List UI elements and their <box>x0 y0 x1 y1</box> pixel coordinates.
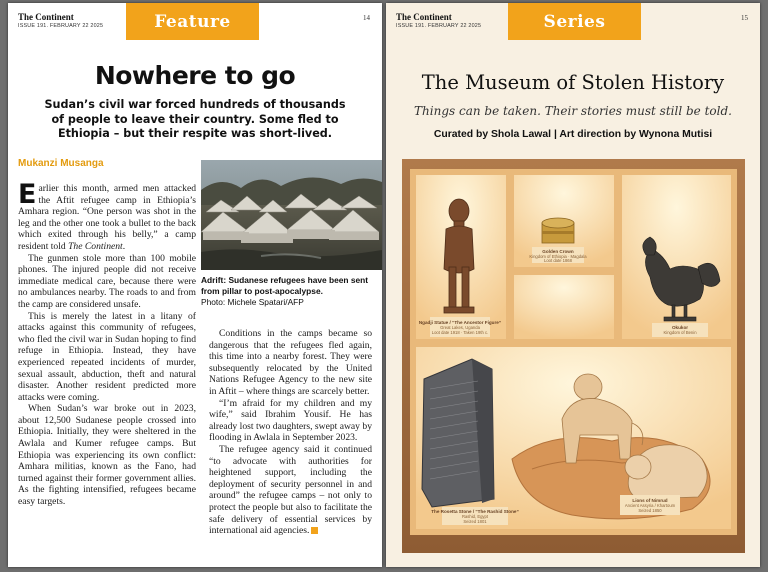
series-subtitle: Things can be taken. Their stories must still be told. <box>414 104 732 118</box>
svg-text:Loot date 1868: Loot date 1868 <box>544 258 572 263</box>
statue-placard-title: Ngadji Statue / “The Ancestor Figure” <box>418 320 502 325</box>
series-title: The Museum of Stolen History <box>421 71 725 94</box>
end-mark-icon <box>311 527 318 534</box>
photo-caption <box>201 275 379 308</box>
svg-text:Lions of Nimrud: Lions of Nimrud <box>632 498 668 503</box>
article-paragraph: The refugee agency said it continued “to advocate with authorities for heightened support, including the deployment of security personnel in and around” the refugee camps – not only to protect the people but also to facilitate the safe delivery of essential services by international aid agencies. <box>209 443 372 537</box>
article-column-2 <box>209 328 372 537</box>
article-paragraph: “I’m afraid for my children and my wife,” said Ibrahim Yousif. He has already lost two daughters, swept away by flooding in Awlala in September 2023. <box>209 397 372 444</box>
article-byline: Mukanzi Musanga <box>18 158 104 169</box>
svg-text:Kingdom of Benin: Kingdom of Benin <box>663 330 697 335</box>
svg-text:Golden Crown: Golden Crown <box>542 249 574 254</box>
svg-text:Rashid, Egypt: Rashid, Egypt <box>461 514 489 519</box>
svg-text:Loot date 1918 · Taken 19th c.: Loot date 1918 · Taken 19th c. <box>431 330 489 335</box>
rosetta-stone-icon <box>422 359 494 507</box>
article-paragraph: When Sudan’s war broke out in 2023, about 12,500 Sudanese people crossed into Ethiopia. Initially, they were sheltered in the Awlala and Kumer refugee camps. But Ethiopia was experiencing its own conflict: Amhara militias, known as the Fano, had turned against their former government allies. As the fighting intensified, refugees became easy targets. <box>18 403 196 508</box>
golden-crown-icon <box>542 218 574 243</box>
issue-line: ISSUE 191. FEBRUARY 22 2025 <box>18 23 104 29</box>
lions-placard <box>620 495 680 515</box>
article-column-1 <box>18 179 196 508</box>
section-tab-feature: Feature <box>126 3 259 40</box>
series-credits: Curated by Shola Lawal | Art direction by Wynona Mutisi <box>433 129 713 140</box>
svg-text:Kingdom of Ethiopia · Magdala: Kingdom of Ethiopia · Magdala <box>529 254 587 259</box>
svg-text:Seized 1850: Seized 1850 <box>638 508 662 513</box>
publication-name: The Continent <box>68 240 123 252</box>
right-page <box>386 3 760 567</box>
compartment-rooster <box>622 175 731 339</box>
svg-text:The Rosetta Stone / “The Rashi: The Rosetta Stone / “The Rashid Stone” <box>431 509 519 514</box>
section-tab-series: Series <box>508 3 641 40</box>
museum-cabinet-illustration <box>402 159 745 553</box>
svg-text:Seized 1801: Seized 1801 <box>463 519 487 524</box>
page-number: 14 <box>363 14 370 22</box>
issue-line: ISSUE 191. FEBRUARY 22 2025 <box>396 23 482 29</box>
stone-placard <box>431 507 519 525</box>
svg-text:Ancient Assyria / Khartoum: Ancient Assyria / Khartoum <box>624 503 676 508</box>
article-paragraph: This is merely the latest in a litany of attacks against this community of refugees, who fled the civil war in Sudan hoping to find refuge in Ethiopia. Instead, they have experienced repeated incidents of murder, sexual assault, abduction, theft and natural disaster. Another resident predicted more attacks were coming. <box>18 310 196 403</box>
drop-cap: E <box>18 179 37 210</box>
article-paragraph: Conditions in the camps became so dangerous that the refugees fled again, this time into a nearby forest. They were subsequently relocated by the United Nations Refugee Agency to the new site in Aftit – where things are scarcely better. <box>209 328 372 397</box>
photo-credit: Photo: Michele Spatari/AFP <box>201 297 304 307</box>
statue-placard <box>419 317 501 337</box>
left-page <box>8 3 382 567</box>
masthead: The Continent <box>396 12 452 22</box>
refugee-camp-photo <box>201 160 382 270</box>
masthead: The Continent <box>18 12 74 22</box>
article-paragraph: The gunmen stole more than 100 mobile phones. The injured people did not receive immediate medical care, because there were no ambulances nearby. The roads to and from the camp are considered unsafe. <box>18 252 196 310</box>
article-headline: Nowhere to go <box>94 61 296 90</box>
article-standfirst: Sudan’s civil war forced hundreds of thousands of people to leave their country. Some fled to Ethiopia – but their respite was short-lived. <box>44 98 346 140</box>
crown-placard <box>529 247 587 263</box>
article-paragraph: Earlier this month, armed men attacked the Aftit refugee camp in Ethiopia’s Amhara region. “One person was shot in the leg and the other one took a bullet to the back which exited through his belly,” a camp resident told The Continent. <box>18 179 196 252</box>
photo-caption-title: Adrift: Sudanese refugees have been sent from pillar to post-apocalypse. <box>201 275 369 296</box>
svg-text:Great Lakes, Uganda: Great Lakes, Uganda <box>440 325 480 330</box>
svg-text:Okukor: Okukor <box>671 325 689 330</box>
page-number: 15 <box>741 14 748 22</box>
rooster-placard <box>652 323 708 337</box>
